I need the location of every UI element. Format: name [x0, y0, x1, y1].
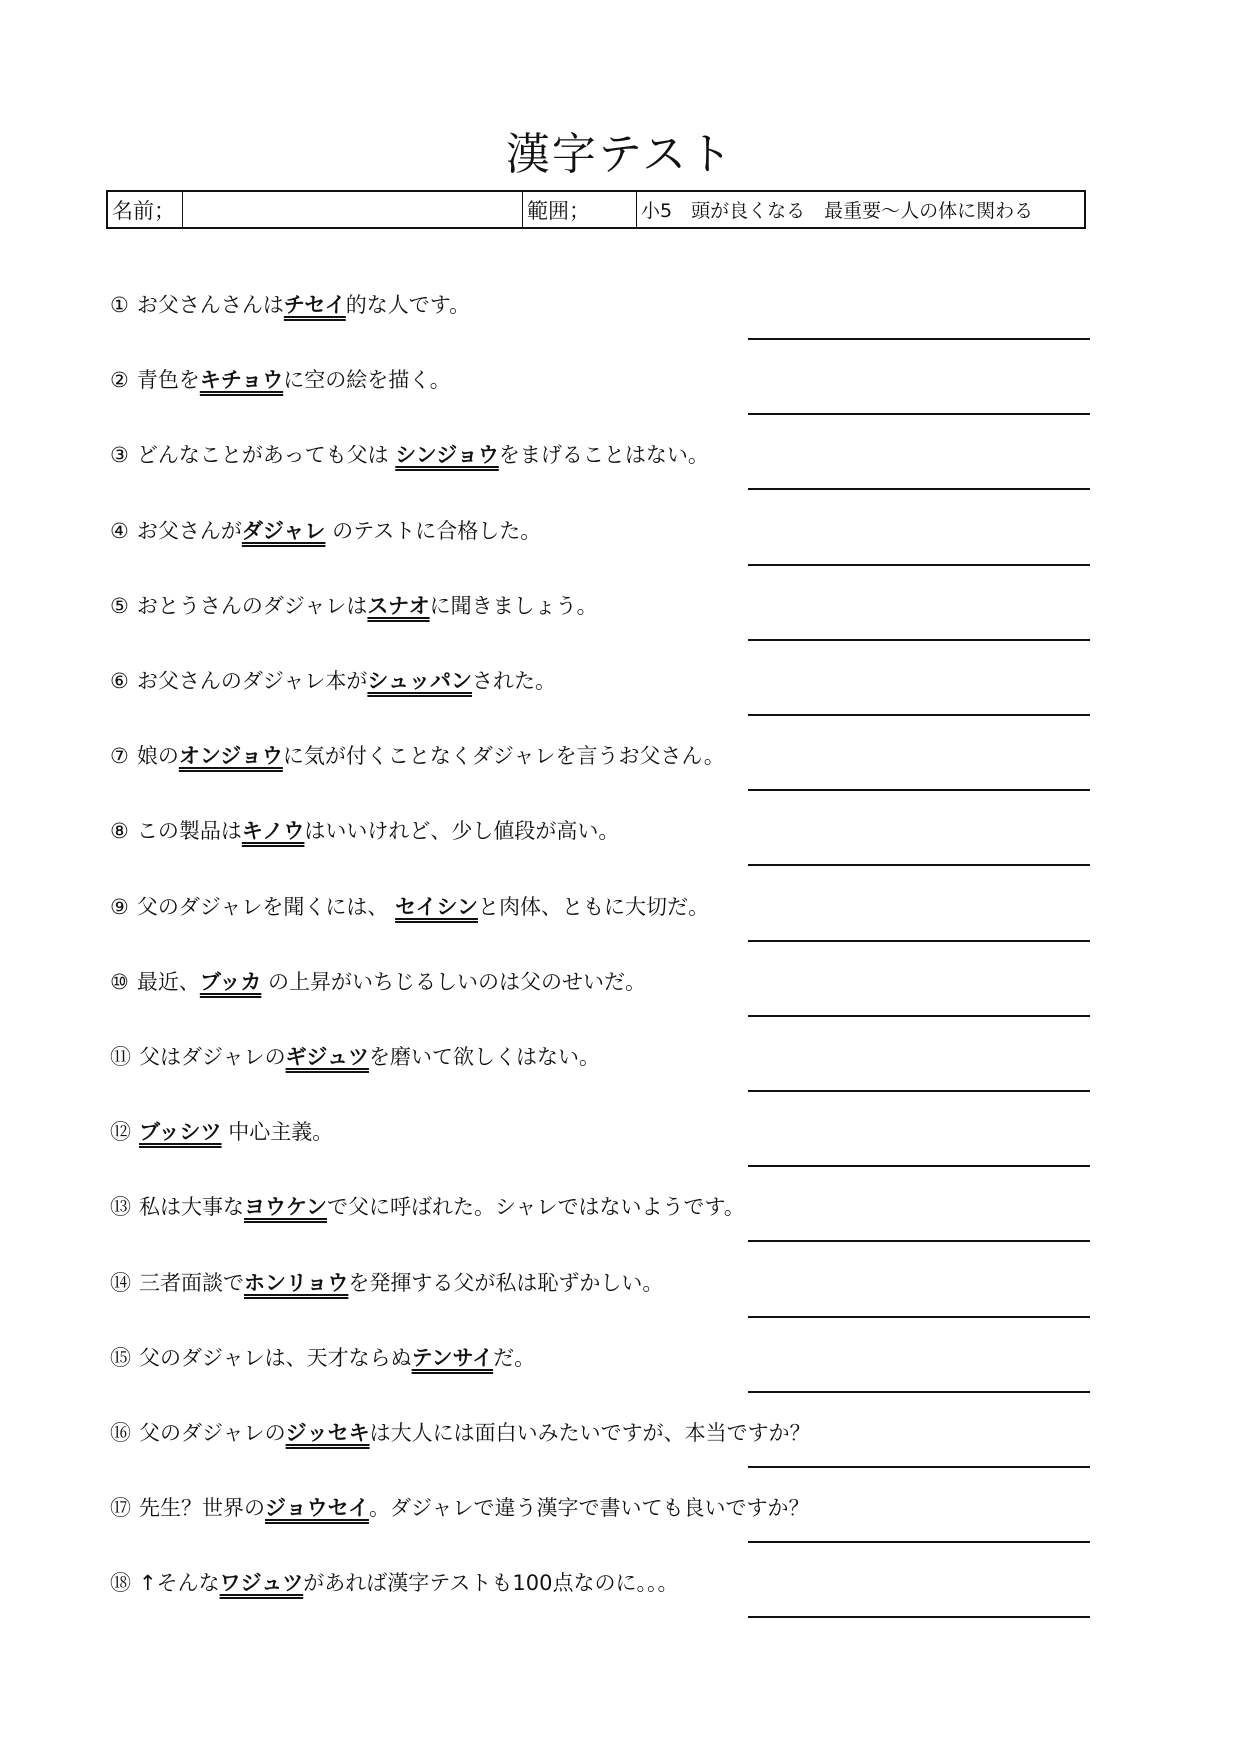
question-row [110, 666, 1090, 741]
answer-line[interactable] [748, 338, 1090, 340]
question-keyword: ホンリョウ [244, 1270, 349, 1295]
question-keyword: ヨウケン [244, 1195, 327, 1220]
question-keyword: キノウ [241, 819, 305, 844]
name-field[interactable] [183, 192, 523, 227]
question-number: ⑩ [110, 969, 129, 994]
question-number: ⑯ [110, 1421, 131, 1445]
question-keyword: ジョウセイ [265, 1496, 369, 1521]
question-text [110, 1042, 600, 1072]
question-row [110, 1493, 1090, 1568]
question-keyword: シュッパン [367, 669, 473, 693]
question-number: ② [110, 368, 129, 393]
answer-line[interactable] [748, 639, 1090, 641]
answer-line[interactable] [748, 1240, 1090, 1242]
question-keyword: セイシン [395, 894, 478, 919]
question-number: ⑱ [110, 1571, 131, 1596]
answer-line[interactable] [748, 1541, 1090, 1543]
question-prefix: おとうさんのダジャレは [136, 593, 368, 618]
question-row [110, 816, 1090, 891]
question-suffix: を磨いて欲しくはない。 [368, 1045, 600, 1069]
question-keyword: ジッセキ [285, 1421, 370, 1445]
answer-line[interactable] [748, 488, 1090, 490]
question-keyword: ブッシツ [139, 1120, 222, 1145]
question-number: ③ [110, 443, 129, 468]
question-prefix: ↑そんな [139, 1571, 220, 1596]
question-suffix: の上昇がいちじるしいのは父のせいだ。 [261, 969, 647, 994]
question-number: ① [110, 293, 129, 317]
question-text [110, 591, 598, 621]
question-number: ⑥ [110, 669, 129, 693]
question-prefix: 父はダジャレの [139, 1045, 286, 1069]
question-row [110, 1117, 1090, 1192]
question-suffix: はいいけれど、少し値段が高い。 [304, 819, 620, 844]
question-prefix: 最近、 [136, 969, 200, 994]
question-text [110, 892, 709, 922]
question-row [110, 1192, 1090, 1267]
answer-line[interactable] [748, 1165, 1090, 1167]
question-text [110, 967, 646, 997]
answer-line[interactable] [748, 1616, 1090, 1618]
question-row [110, 892, 1090, 967]
answer-line[interactable] [748, 1316, 1090, 1318]
question-prefix: 青色を [136, 368, 200, 393]
question-row [110, 591, 1090, 666]
range-label: 範囲； [523, 192, 637, 227]
answer-line[interactable] [748, 1391, 1090, 1393]
question-keyword: ブッカ [199, 969, 262, 994]
question-row [110, 516, 1090, 591]
question-number: ⑦ [110, 744, 129, 769]
question-suffix: に聞きましょう。 [429, 593, 598, 618]
question-text [110, 365, 451, 395]
question-text [110, 516, 541, 546]
question-row [110, 1042, 1090, 1117]
question-prefix: 三者面談で [139, 1270, 244, 1295]
answer-line[interactable] [748, 1015, 1090, 1017]
question-keyword: テンサイ [411, 1345, 494, 1370]
question-number: ⑨ [110, 894, 129, 919]
question-text [110, 1343, 535, 1373]
question-row [110, 1418, 1090, 1493]
question-prefix: この製品は [136, 819, 242, 844]
question-prefix: 父のダジャレの [139, 1421, 286, 1445]
question-number: ⑬ [110, 1195, 131, 1220]
question-suffix: と肉体、ともに大切だ。 [477, 894, 709, 919]
answer-line[interactable] [748, 940, 1090, 942]
question-number: ⑤ [110, 593, 129, 618]
question-suffix: をまげることはない。 [498, 443, 709, 468]
question-text [110, 1192, 745, 1222]
range-value: 小5 頭が良くなる 最重要〜人の体に関わる [641, 200, 1034, 222]
question-row [110, 290, 1090, 365]
question-row [110, 741, 1090, 816]
question-keyword: チセイ [283, 293, 346, 317]
question-prefix: 先生？世界の [139, 1496, 265, 1521]
question-prefix: 娘の [136, 744, 179, 769]
question-prefix: 私は大事な [139, 1195, 244, 1220]
question-row [110, 1568, 1090, 1643]
answer-line[interactable] [748, 1090, 1090, 1092]
question-suffix: に空の絵を描く。 [283, 368, 451, 393]
question-keyword: ワジュツ [219, 1571, 304, 1596]
question-text [110, 1568, 678, 1598]
question-suffix: を発揮する父が私は恥ずかしい。 [348, 1270, 664, 1295]
header-table [106, 190, 1086, 229]
question-row [110, 1268, 1090, 1343]
question-suffix: に気が付くことなくダジャレを言うお父さん。 [282, 744, 725, 769]
question-text [110, 741, 725, 771]
question-suffix: 的な人です。 [345, 293, 471, 317]
question-prefix: お父さんが [136, 518, 242, 543]
answer-line[interactable] [748, 714, 1090, 716]
question-prefix: どんなことがあっても父は [136, 443, 396, 468]
question-number: ⑫ [110, 1120, 131, 1145]
question-suffix: があれば漢字テストも100点なのに。。。 [303, 1571, 679, 1596]
question-number: ④ [110, 518, 129, 543]
question-text [110, 666, 556, 696]
question-suffix: のテストに合格した。 [325, 518, 542, 543]
question-keyword: ギジュツ [285, 1045, 369, 1069]
question-number: ⑰ [110, 1496, 131, 1521]
question-number: ⑮ [110, 1345, 131, 1370]
question-text [110, 1418, 811, 1448]
answer-line[interactable] [748, 789, 1090, 791]
question-row [110, 1343, 1090, 1418]
question-text [110, 1493, 810, 1523]
question-keyword: シンジョウ [395, 443, 499, 468]
question-number: ⑧ [110, 819, 129, 844]
question-row [110, 967, 1090, 1042]
question-suffix: だ。 [493, 1345, 536, 1370]
answer-line[interactable] [748, 1466, 1090, 1468]
question-prefix: 父のダジャレは、天才ならぬ [139, 1345, 412, 1370]
question-row [110, 440, 1090, 515]
question-number: ⑪ [110, 1045, 131, 1069]
name-label: 名前； [108, 192, 183, 227]
question-keyword: ダジャレ [241, 518, 326, 543]
question-prefix: お父さんのダジャレ本が [136, 669, 368, 693]
question-suffix: 中心主義。 [221, 1120, 334, 1145]
question-suffix: で父に呼ばれた。シャレではないようです。 [326, 1195, 745, 1220]
question-number: ⑭ [110, 1270, 131, 1295]
question-prefix: お父さんさんは [136, 293, 284, 317]
answer-line[interactable] [748, 413, 1090, 415]
page-title: 漢字テスト [505, 129, 735, 180]
question-keyword: オンジョウ [178, 744, 283, 769]
question-row [110, 365, 1090, 440]
question-text [110, 816, 619, 846]
question-suffix: された。 [472, 669, 557, 693]
question-text [110, 1268, 663, 1298]
question-suffix: 。ダジャレで違う漢字で書いても良いですか？ [368, 1496, 810, 1521]
question-keyword: スナオ [367, 593, 430, 618]
question-text [110, 1117, 333, 1147]
question-keyword: キチョウ [199, 368, 284, 393]
question-text [110, 440, 709, 470]
question-text [110, 290, 470, 320]
question-prefix: 父のダジャレを聞くには、 [136, 894, 396, 919]
answer-line[interactable] [748, 864, 1090, 866]
answer-line[interactable] [748, 564, 1090, 566]
question-suffix: は大人には面白いみたいですが、本当ですか？ [369, 1421, 811, 1445]
